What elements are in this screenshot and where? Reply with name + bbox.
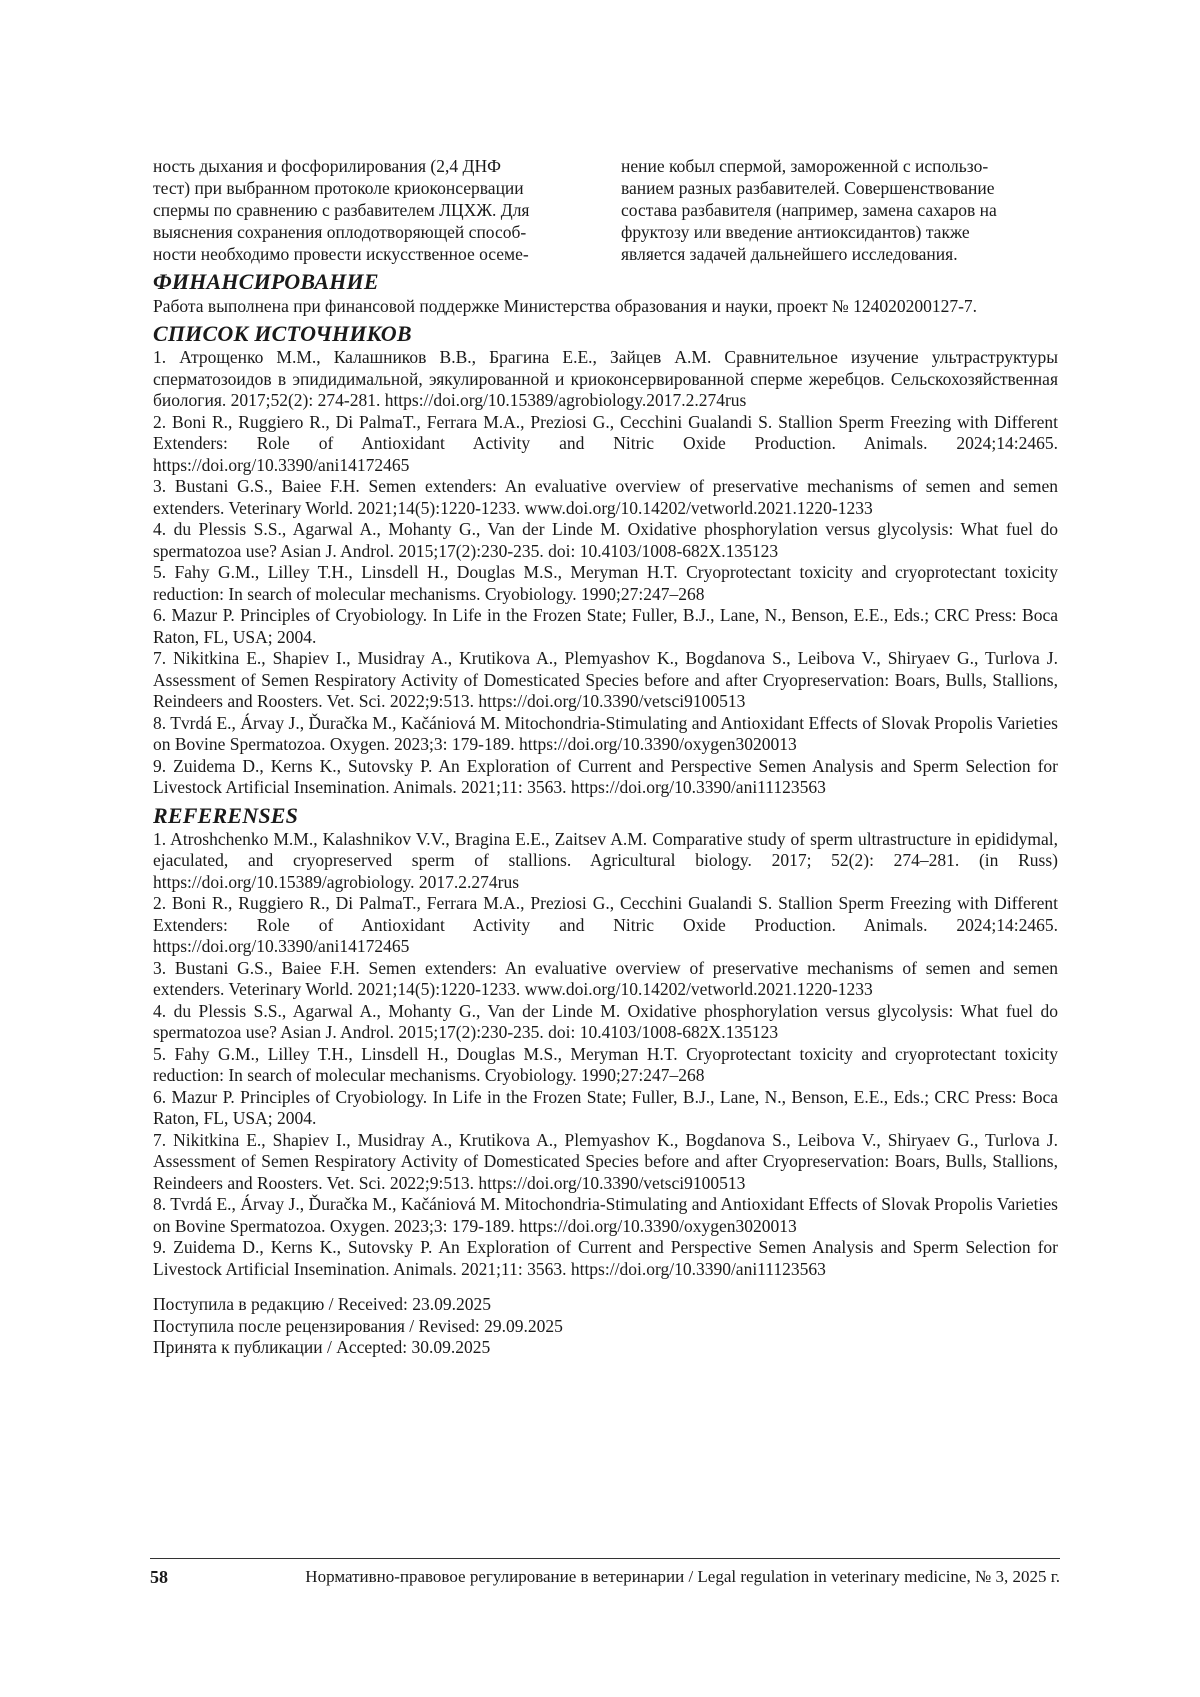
source-item: 6. Mazur P. Principles of Cryobiology. In Life in the Frozen State; Fuller, B.J., Lane, N., Benson, E.E., Eds.; CRC Press: Boca Raton, FL, USA; 2004.: [153, 605, 1058, 648]
source-item: 1. Атрощенко М.М., Калашников В.В., Брагина Е.Е., Зайцев А.М. Сравнительное изучение ультраструктуры сперматозоидов в эпидидимальной, эякулированной и криоконсервированной сперме жеребцов. Сельскохозяйственная биология. 2017;52(2): 274-281. https://doi.org/10.15389/agrobiology.2017.2.274rus: [153, 347, 1058, 412]
intro-right-line: нение кобыл спермой, замороженной с использо-: [621, 155, 1058, 177]
received-date: Поступила в редакцию / Received: 23.09.2025: [153, 1294, 1058, 1316]
page-content: [153, 155, 1058, 1359]
intro-left-line: выяснения сохранения оплодотворяющей способ-: [153, 221, 590, 243]
source-item: 7. Nikitkina E., Shapiev I., Musidray A., Krutikova A., Plemyashov K., Bogdanova S., Leibova V., Shiryaev G., Turlova J. Assessment of Semen Respiratory Activity of Domesticated Species before and after Cryopreservation: Boars, Bulls, Stallions, Reindeers and Roosters. Vet. Sci. 2022;9:513. https://doi.org/10.3390/vetsci9100513: [153, 648, 1058, 713]
reference-item: 3. Bustani G.S., Baiee F.H. Semen extenders: An evaluative overview of preservative mechanisms of semen and semen extenders. Veterinary World. 2021;14(5):1220-1233. www.doi.org/10.14202/vetworld.2021.1220-1233: [153, 958, 1058, 1001]
accepted-date: Принята к публикации / Accepted: 30.09.2025: [153, 1337, 1058, 1359]
reference-item: 8. Tvrdá E., Árvay J., Ďuračka M., Kačániová M. Mitochondria-Stimulating and Antioxidant Effects of Slovak Propolis Varieties on Bovine Spermatozoa. Oxygen. 2023;3: 179-189. https://doi.org/10.3390/oxygen3020013: [153, 1194, 1058, 1237]
funding-heading: ФИНАНСИРОВАНИЕ: [153, 269, 1058, 295]
source-item: 2. Boni R., Ruggiero R., Di PalmaT., Ferrara M.A., Preziosi G., Cecchini Gualandi S. Stallion Sperm Freezing with Different Extenders: Role of Antioxidant Activity and Nitric Oxide Production. Animals. 2024;14:2465. https://doi.org/10.3390/ani14172465: [153, 412, 1058, 477]
source-item: 4. du Plessis S.S., Agarwal A., Mohanty G., Van der Linde M. Oxidative phosphorylation versus glycolysis: What fuel do spermatozoa use? Asian J. Androl. 2015;17(2):230-235. doi: 10.4103/1008-682X.135123: [153, 519, 1058, 562]
references-list: [153, 829, 1058, 1281]
funding-text: Работа выполнена при финансовой поддержке Министерства образования и науки, проект № 124020200127-7.: [153, 295, 1058, 317]
submission-dates: [153, 1294, 1058, 1359]
reference-item: 5. Fahy G.M., Lilley T.H., Linsdell H., Douglas M.S., Meryman H.T. Cryoprotectant toxicity and cryoprotectant toxicity reduction: In search of molecular mechanisms. Cryobiology. 1990;27:247–268: [153, 1044, 1058, 1087]
footer-divider: [150, 1558, 1060, 1559]
source-item: 8. Tvrdá E., Árvay J., Ďuračka M., Kačániová M. Mitochondria-Stimulating and Antioxidant Effects of Slovak Propolis Varieties on Bovine Spermatozoa. Oxygen. 2023;3: 179-189. https://doi.org/10.3390/oxygen3020013: [153, 713, 1058, 756]
intro-right-column: [621, 155, 1058, 265]
intro-left-column: [153, 155, 590, 265]
reference-item: 7. Nikitkina E., Shapiev I., Musidray A., Krutikova A., Plemyashov K., Bogdanova S., Leibova V., Shiryaev G., Turlova J. Assessment of Semen Respiratory Activity of Domesticated Species before and after Cryopreservation: Boars, Bulls, Stallions, Reindeers and Roosters. Vet. Sci. 2022;9:513. https://doi.org/10.3390/vetsci9100513: [153, 1130, 1058, 1195]
intro-left-line: спермы по сравнению с разбавителем ЛЦХЖ. Для: [153, 199, 590, 221]
source-item: 3. Bustani G.S., Baiee F.H. Semen extenders: An evaluative overview of preservative mechanisms of semen and semen extenders. Veterinary World. 2021;14(5):1220-1233. www.doi.org/10.14202/vetworld.2021.1220-1233: [153, 476, 1058, 519]
sources-list: [153, 347, 1058, 799]
journal-title: Нормативно-правовое регулирование в ветеринарии / Legal regulation in veterinary medicine, № 3, 2025 г.: [305, 1566, 1060, 1588]
reference-item: 9. Zuidema D., Kerns K., Sutovsky P. An Exploration of Current and Perspective Semen Analysis and Sperm Selection for Livestock Artificial Insemination. Animals. 2021;11: 3563. https://doi.org/10.3390/ani11123563: [153, 1237, 1058, 1280]
intro-columns: [153, 155, 1058, 265]
sources-heading: СПИСОК ИСТОЧНИКОВ: [153, 321, 1058, 347]
reference-item: 2. Boni R., Ruggiero R., Di PalmaT., Ferrara M.A., Preziosi G., Cecchini Gualandi S. Stallion Sperm Freezing with Different Extenders: Role of Antioxidant Activity and Nitric Oxide Production. Animals. 2024;14:2465. https://doi.org/10.3390/ani14172465: [153, 893, 1058, 958]
intro-left-line: тест) при выбранном протоколе криоконсервации: [153, 177, 590, 199]
intro-left-line: ности необходимо провести искусственное осеме-: [153, 243, 590, 265]
intro-right-line: ванием разных разбавителей. Совершенствование: [621, 177, 1058, 199]
revised-date: Поступила после рецензирования / Revised: 29.09.2025: [153, 1316, 1058, 1338]
reference-item: 1. Atroshchenko M.M., Kalashnikov V.V., Bragina E.E., Zaitsev A.M. Comparative study of sperm ultrastructure in epididymal, ejaculated, and cryopreserved sperm of stallions. Agricultural biology. 2017; 52(2): 274–281. (in Russ) https://doi.org/10.15389/agrobiology. 2017.2.274rus: [153, 829, 1058, 894]
source-item: 5. Fahy G.M., Lilley T.H., Linsdell H., Douglas M.S., Meryman H.T. Cryoprotectant toxicity and cryoprotectant toxicity reduction: In search of molecular mechanisms. Cryobiology. 1990;27:247–268: [153, 562, 1058, 605]
intro-right-line: является задачей дальнейшего исследования.: [621, 243, 1058, 265]
source-item: 9. Zuidema D., Kerns K., Sutovsky P. An Exploration of Current and Perspective Semen Analysis and Sperm Selection for Livestock Artificial Insemination. Animals. 2021;11: 3563. https://doi.org/10.3390/ani11123563: [153, 756, 1058, 799]
funding-section: [153, 269, 1058, 317]
references-section: [153, 803, 1058, 1281]
intro-right-line: фруктозу или введение антиоксидантов) также: [621, 221, 1058, 243]
sources-section: [153, 321, 1058, 799]
page-footer: [150, 1566, 1060, 1588]
references-heading: REFERENSES: [153, 803, 1058, 829]
intro-right-line: состава разбавителя (например, замена сахаров на: [621, 199, 1058, 221]
intro-left-line: ность дыхания и фосфорилирования (2,4 ДНФ: [153, 155, 590, 177]
page-number: 58: [150, 1566, 168, 1588]
reference-item: 4. du Plessis S.S., Agarwal A., Mohanty G., Van der Linde M. Oxidative phosphorylation versus glycolysis: What fuel do spermatozoa use? Asian J. Androl. 2015;17(2):230-235. doi: 10.4103/1008-682X.135123: [153, 1001, 1058, 1044]
reference-item: 6. Mazur P. Principles of Cryobiology. In Life in the Frozen State; Fuller, B.J., Lane, N., Benson, E.E., Eds.; CRC Press: Boca Raton, FL, USA; 2004.: [153, 1087, 1058, 1130]
